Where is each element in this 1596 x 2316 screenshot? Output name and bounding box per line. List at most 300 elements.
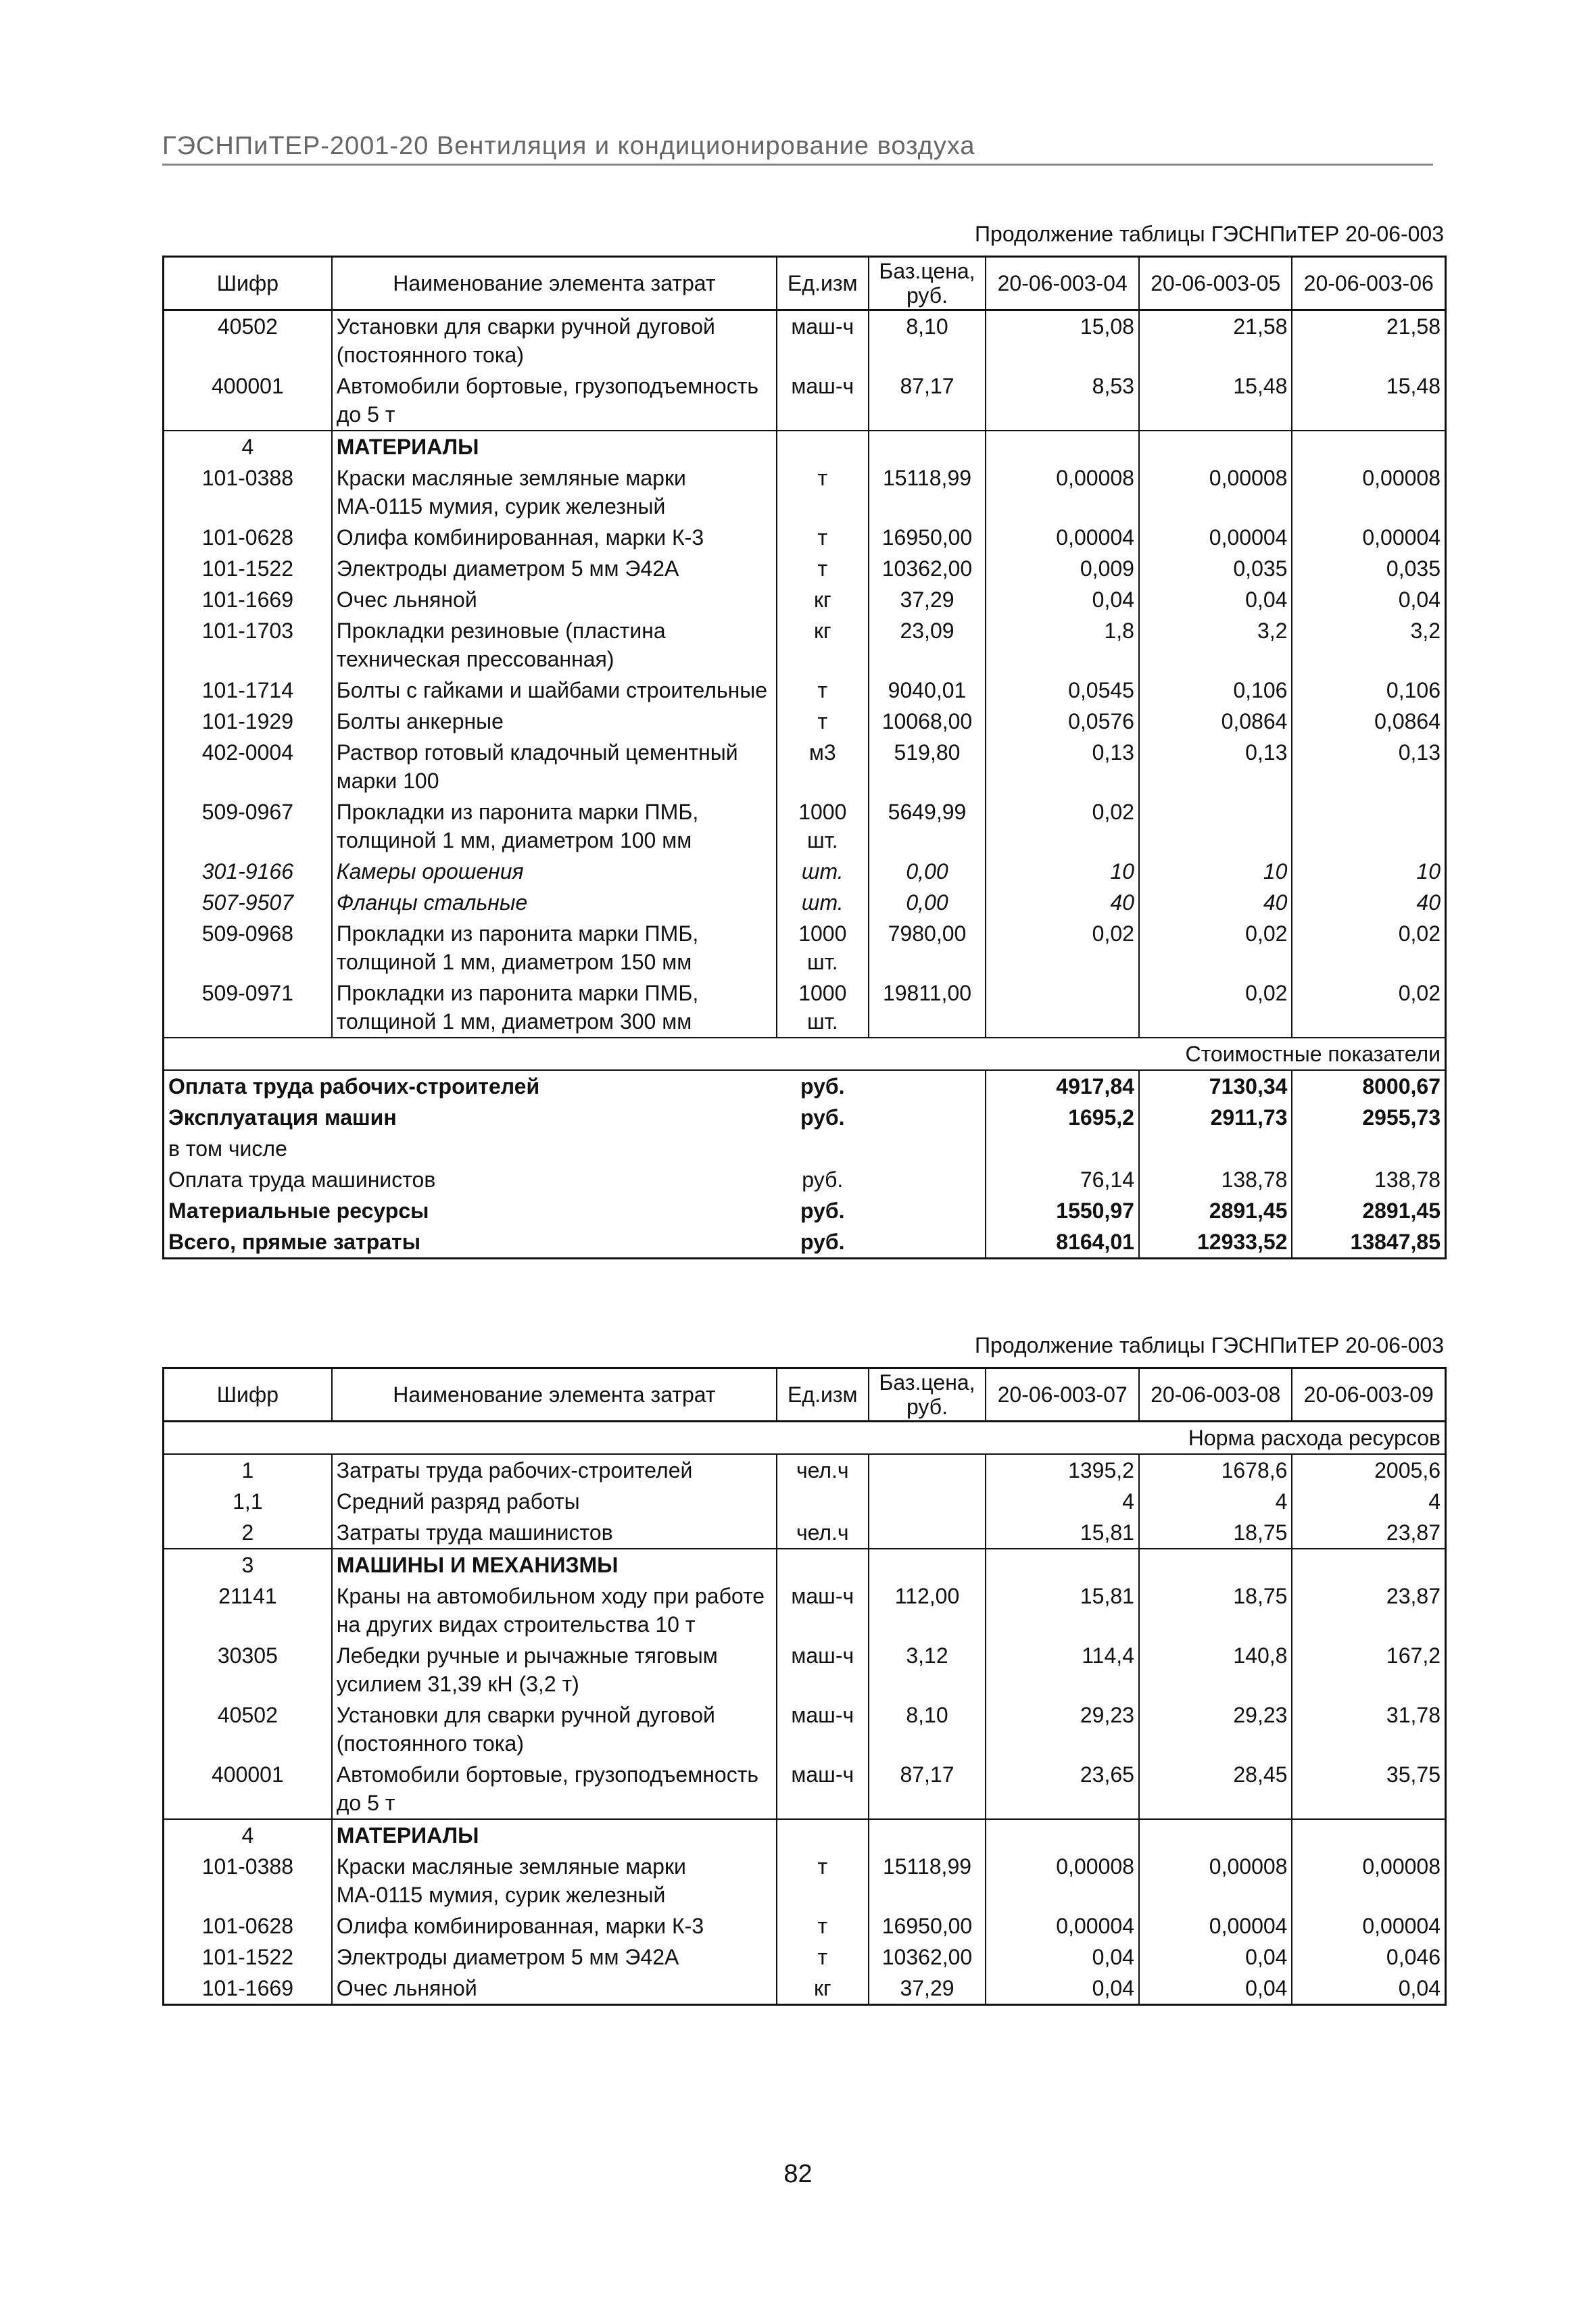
cell-value: 0,04 [1139,1941,1292,1973]
table-row [164,918,1446,978]
cell-name: Затраты труда рабочих-строителей [332,1454,777,1486]
cell-price: 3,12 [869,1640,986,1699]
cell-price: 10068,00 [869,706,986,737]
cell-value: 0,13 [1139,737,1292,796]
cell-value: 167,2 [1292,1640,1445,1699]
cost-value: 2955,73 [1292,1102,1445,1133]
cell-unit: маш-ч [777,1581,869,1640]
cell-value: 1395,2 [986,1454,1139,1486]
cell-value: 0,106 [1139,675,1292,706]
cell-value: 23,65 [986,1759,1139,1819]
cell-price [869,1517,986,1549]
cost-value: 138,78 [1139,1164,1292,1195]
cost-unit: руб. [800,1105,845,1130]
band-row [164,1038,1446,1070]
cell-value: 0,0545 [986,675,1139,706]
cell-name: Прокладки резиновые (пластина техническая прессованная) [332,615,777,675]
table-row [164,706,1446,737]
cell-unit: чел.ч [777,1517,869,1549]
cell-value: 0,04 [1292,584,1445,615]
cell-unit: 1000 шт. [777,796,869,856]
cell-unit: т [777,522,869,553]
cell-unit [777,1486,869,1517]
cell-value: 0,106 [1292,675,1445,706]
cell-name: Краски масляные земляные марки МА-0115 мумия, сурик железный [332,1851,777,1910]
table-header-row [164,257,1446,310]
cell-price: 16950,00 [869,1910,986,1941]
cell-price: 15118,99 [869,1851,986,1910]
cell-code: 1 [164,1454,332,1486]
cell-value: 15,08 [986,310,1139,371]
cost-unit: руб. [800,1199,845,1223]
cost-value: 2891,45 [1139,1195,1292,1226]
band-label: Норма расхода ресурсов [164,1422,1446,1455]
cell-value: 0,02 [1292,978,1445,1038]
cell-value: 3,2 [1292,615,1445,675]
cell-value [1139,796,1292,856]
cell-code: 402-0004 [201,740,293,765]
table-row [164,615,1446,675]
cell-unit: маш-ч [777,370,869,431]
header-unit: Ед.изм [777,1368,869,1422]
cell-value: 0,13 [1292,737,1445,796]
cell-name: МАТЕРИАЛЫ [332,431,777,462]
cost-value: 4917,84 [986,1070,1139,1102]
cell-name: Электроды диаметром 5 мм Э42А [332,553,777,584]
cell-value [1139,1819,1292,1851]
cell-price [869,1549,986,1581]
cell-value: 0,02 [986,918,1139,978]
cell-value: 40 [1139,887,1292,918]
cell-code: 101-0628 [201,525,293,550]
cell-unit: кг [777,615,869,675]
cell-name: Прокладки из паронита марки ПМБ, толщиной 1 мм, диаметром 300 мм [332,978,777,1038]
cell-code: 30305 [217,1643,278,1668]
cell-value: 40 [986,887,1139,918]
cell-value: 114,4 [986,1640,1139,1699]
header-price: Баз.цена, руб. [869,257,986,310]
cell-code: 101-0388 [201,466,293,490]
header-norm-code: 20-06-003-09 [1292,1368,1445,1422]
cell-unit [777,431,869,462]
cell-value [1292,431,1445,462]
table-row [164,887,1446,918]
cell-value: 0,04 [986,1973,1139,2005]
cell-name: Олифа комбинированная, марки К-3 [332,522,777,553]
cell-name: Болты с гайками и шайбами строительные [332,675,777,706]
cost-value: 7130,34 [1139,1070,1292,1102]
table-row [164,1851,1446,1910]
cell-code: 509-0971 [201,981,293,1005]
cost-value [1139,1133,1292,1164]
table-row [164,1454,1446,1486]
cell-name: Краны на автомобильном ходу при работе на других видах строительства 10 т [332,1581,777,1640]
cell-unit: м3 [777,737,869,796]
cell-value: 0,02 [986,796,1139,856]
cost-value: 76,14 [986,1164,1139,1195]
cost-name: Всего, прямые затраты [168,1230,421,1254]
cost-value: 12933,52 [1139,1226,1292,1259]
cell-value: 0,04 [1139,584,1292,615]
cell-value: 21,58 [1139,310,1292,371]
cell-value: 0,00008 [1139,462,1292,522]
header-price: Баз.цена, руб. [869,1368,986,1422]
cell-name: Затраты труда машинистов [332,1517,777,1549]
cell-code: 400001 [211,1762,284,1787]
cell-unit: т [777,462,869,522]
cell-value [986,1819,1139,1851]
header-norm-code: 20-06-003-08 [1139,1368,1292,1422]
cell-value: 0,0576 [986,706,1139,737]
cost-value [986,1133,1139,1164]
cell-value: 18,75 [1139,1517,1292,1549]
cell-value: 0,009 [986,553,1139,584]
cell-name: Установки для сварки ручной дуговой (постоянного тока) [332,1699,777,1759]
cost-price-empty [869,1195,986,1226]
cost-value: 8000,67 [1292,1070,1445,1102]
section-row [164,1819,1446,1851]
cell-price: 16950,00 [869,522,986,553]
cell-value: 0,00004 [1292,1910,1445,1941]
cell-price [869,1486,986,1517]
cell-code: 40502 [217,1703,278,1727]
cost-value: 1550,97 [986,1195,1139,1226]
cell-unit: т [777,1851,869,1910]
cell-code: 21141 [218,1584,277,1608]
cost-row [164,1226,1446,1259]
cell-name: Раствор готовый кладочный цементный марки 100 [332,737,777,796]
cell-unit: т [777,675,869,706]
table-continuation-caption-1: Продолжение таблицы ГЭСНПиТЕР 20-06-003 [975,222,1444,246]
cell-name: МАТЕРИАЛЫ [332,1819,777,1851]
cell-unit: маш-ч [777,1759,869,1819]
cell-value [986,1549,1139,1581]
cell-name: Электроды диаметром 5 мм Э42А [332,1941,777,1973]
table-row [164,978,1446,1038]
cell-value: 0,035 [1139,553,1292,584]
cell-code: 509-0967 [201,800,293,824]
cost-value: 13847,85 [1292,1226,1445,1259]
cell-unit: кг [777,1973,869,2005]
cell-value: 0,00004 [986,522,1139,553]
cell-code: 101-1669 [201,587,293,612]
cell-value: 0,00008 [1292,462,1445,522]
cost-row [164,1070,1446,1102]
cell-price: 7980,00 [869,918,986,978]
table-row [164,1973,1446,2005]
cost-name: Эксплуатация машин [168,1105,397,1130]
table-row [164,462,1446,522]
cell-name: Прокладки из паронита марки ПМБ, толщиной 1 мм, диаметром 100 мм [332,796,777,856]
cell-name: Очес льняной [332,584,777,615]
cell-value: 15,81 [986,1581,1139,1640]
cell-value: 4 [1292,1486,1445,1517]
cell-name: Очес льняной [332,1973,777,2005]
cost-value: 2891,45 [1292,1195,1445,1226]
cost-value [1292,1133,1445,1164]
cell-code: 507-9507 [201,890,293,915]
cell-code: 101-0388 [201,1854,293,1879]
cost-row [164,1195,1446,1226]
header-name: Наименование элемента затрат [332,257,777,310]
cell-price: 8,10 [869,1699,986,1759]
cell-price: 87,17 [869,370,986,431]
cell-unit [777,1549,869,1581]
cell-unit: шт. [777,887,869,918]
cost-row [164,1102,1446,1133]
cell-name: Фланцы стальные [332,887,777,918]
cell-unit: т [777,553,869,584]
cell-value: 1678,6 [1139,1454,1292,1486]
resource-table-2 [162,1367,1447,2006]
cell-price: 10362,00 [869,1941,986,1973]
cell-value: 23,87 [1292,1517,1445,1549]
cost-price-empty [869,1133,986,1164]
cell-name: Установки для сварки ручной дуговой (постоянного тока) [332,310,777,371]
cell-unit: 1000 шт. [777,978,869,1038]
cell-price: 87,17 [869,1759,986,1819]
cell-code: 101-0628 [201,1914,293,1938]
header-norm-code: 20-06-003-07 [986,1368,1139,1422]
cell-name: Краски масляные земляные марки МА-0115 мумия, сурик железный [332,462,777,522]
cell-value: 15,48 [1292,370,1445,431]
cell-price: 37,29 [869,1973,986,2005]
table-row [164,796,1446,856]
cell-unit: чел.ч [777,1454,869,1486]
cell-value [986,431,1139,462]
cost-name: Оплата труда рабочих-строителей [168,1074,540,1099]
cell-value: 0,00008 [986,1851,1139,1910]
cell-value: 0,00004 [1139,522,1292,553]
cell-code: 3 [164,1549,332,1581]
table-row [164,310,1446,371]
cell-unit [777,1819,869,1851]
cell-value: 0,02 [1292,918,1445,978]
cell-code: 101-1669 [201,1976,293,2000]
table-row [164,1699,1446,1759]
band-label: Стоимостные показатели [164,1038,1446,1070]
cell-name: Камеры орошения [332,856,777,887]
cost-price-empty [869,1164,986,1195]
cell-unit: маш-ч [777,1699,869,1759]
cell-value: 10 [1139,856,1292,887]
cost-price-empty [869,1070,986,1102]
cell-name: Автомобили бортовые, грузоподъемность до 5 т [332,370,777,431]
cell-price [869,1819,986,1851]
cell-value: 0,0864 [1139,706,1292,737]
table-row [164,1910,1446,1941]
cell-value: 140,8 [1139,1640,1292,1699]
header-name: Наименование элемента затрат [332,1368,777,1422]
table-row [164,370,1446,431]
cell-value: 0,00004 [1139,1910,1292,1941]
cell-value: 15,48 [1139,370,1292,431]
cost-price-empty [869,1102,986,1133]
cell-price: 112,00 [869,1581,986,1640]
cell-name: Лебедки ручные и рычажные тяговым усилием 31,39 кН (3,2 т) [332,1640,777,1699]
table-row [164,522,1446,553]
cell-unit: т [777,706,869,737]
table-row [164,856,1446,887]
table-row [164,1581,1446,1640]
cell-name: Прокладки из паронита марки ПМБ, толщиной 1 мм, диаметром 150 мм [332,918,777,978]
cell-unit: шт. [777,856,869,887]
cell-code: 4 [164,1819,332,1851]
cost-unit: руб. [800,1230,845,1254]
cell-value: 0,00008 [1292,1851,1445,1910]
section-row [164,431,1446,462]
cell-price: 8,10 [869,310,986,371]
cell-value: 18,75 [1139,1581,1292,1640]
cell-name: Автомобили бортовые, грузоподъемность до 5 т [332,1759,777,1819]
cell-value: 1,8 [986,615,1139,675]
cell-unit: 1000 шт. [777,918,869,978]
table-row [164,1941,1446,1973]
resource-table-1 [162,256,1447,1259]
cell-unit: т [777,1941,869,1973]
cell-code: 101-1714 [201,678,293,702]
cell-value: 0,00004 [986,1910,1139,1941]
cell-price: 15118,99 [869,462,986,522]
table-row [164,584,1446,615]
cell-value: 0,00004 [1292,522,1445,553]
cost-name: в том числе [168,1136,287,1161]
header-code: Шифр [164,257,332,310]
cell-code: 101-1929 [201,709,293,733]
cell-unit: маш-ч [777,310,869,371]
cell-value: 0,02 [1139,918,1292,978]
table-continuation-caption-2: Продолжение таблицы ГЭСНПиТЕР 20-06-003 [975,1333,1444,1357]
running-header: ГЭСНПиТЕР-2001-20 Вентиляция и кондиционирование воздуха [162,132,1433,166]
header-unit: Ед.изм [777,257,869,310]
cell-unit: кг [777,584,869,615]
cell-value: 0,046 [1292,1941,1445,1973]
cell-price [869,1454,986,1486]
cell-value [1139,1549,1292,1581]
cell-code: 101-1522 [201,556,293,581]
cell-value: 23,87 [1292,1581,1445,1640]
cell-value: 29,23 [986,1699,1139,1759]
cell-price [869,431,986,462]
cell-value: 21,58 [1292,310,1445,371]
cell-unit: т [777,1910,869,1941]
band-row [164,1422,1446,1455]
cell-value: 0,13 [986,737,1139,796]
cost-value: 138,78 [1292,1164,1445,1195]
cell-value: 0,04 [1139,1973,1292,2005]
cell-value: 3,2 [1139,615,1292,675]
header-norm-code: 20-06-003-04 [986,257,1139,310]
cell-value: 2005,6 [1292,1454,1445,1486]
cost-row [164,1133,1446,1164]
cost-unit [777,1133,869,1164]
cost-price-empty [869,1226,986,1259]
cell-unit: маш-ч [777,1640,869,1699]
table-row [164,553,1446,584]
cost-name: Оплата труда машинистов [168,1167,436,1192]
cost-value: 1695,2 [986,1102,1139,1133]
table-row [164,1759,1446,1819]
cell-code: 40502 [217,314,278,339]
cell-value: 4 [1139,1486,1292,1517]
table-row [164,1640,1446,1699]
cell-value: 0,04 [986,1941,1139,1973]
cell-value [986,978,1139,1038]
table-header-row [164,1368,1446,1422]
cell-value: 29,23 [1139,1699,1292,1759]
cell-price: 19811,00 [869,978,986,1038]
cell-value: 0,02 [1139,978,1292,1038]
page-number: 82 [783,2160,813,2188]
cell-value [1292,1549,1445,1581]
cell-code: 301-9166 [201,859,293,884]
cell-value: 8,53 [986,370,1139,431]
section-row [164,1549,1446,1581]
cell-price: 5649,99 [869,796,986,856]
cell-code: 2 [241,1520,254,1545]
cell-value [1139,431,1292,462]
cell-code: 400001 [211,374,284,398]
cell-name: МАШИНЫ И МЕХАНИЗМЫ [332,1549,777,1581]
cost-value: 8164,01 [986,1226,1139,1259]
cell-price: 37,29 [869,584,986,615]
cell-name: Олифа комбинированная, марки К-3 [332,1910,777,1941]
cell-value: 28,45 [1139,1759,1292,1819]
table-row [164,1517,1446,1549]
table-row [164,1486,1446,1517]
cell-name: Болты анкерные [332,706,777,737]
header-norm-code: 20-06-003-06 [1292,257,1445,310]
cell-value: 4 [986,1486,1139,1517]
cell-value: 15,81 [986,1517,1139,1549]
cell-value: 0,04 [1292,1973,1445,2005]
cell-value [1292,1819,1445,1851]
cost-name: Материальные ресурсы [168,1199,429,1223]
cell-value: 40 [1292,887,1445,918]
cell-value: 31,78 [1292,1699,1445,1759]
cell-price: 9040,01 [869,675,986,706]
cell-value: 0,00008 [1139,1851,1292,1910]
cell-code: 101-1522 [201,1945,293,1969]
cell-price: 519,80 [869,737,986,796]
header-code: Шифр [164,1368,332,1422]
cost-row [164,1164,1446,1195]
cell-value: 35,75 [1292,1759,1445,1819]
cell-value: 10 [986,856,1139,887]
cell-value: 0,0864 [1292,706,1445,737]
cell-code: 509-0968 [201,921,293,946]
cell-value: 0,00008 [986,462,1139,522]
cost-unit: руб. [802,1167,844,1192]
cell-price: 0,00 [869,887,986,918]
cell-code: 101-1703 [201,619,293,643]
cell-value: 0,035 [1292,553,1445,584]
table-row [164,675,1446,706]
table-row [164,737,1446,796]
cell-value: 10 [1292,856,1445,887]
cell-price: 23,09 [869,615,986,675]
cell-price: 10362,00 [869,553,986,584]
cell-code: 4 [164,431,332,462]
cell-name: Средний разряд работы [332,1486,777,1517]
header-norm-code: 20-06-003-05 [1139,257,1292,310]
cell-code: 1,1 [233,1489,263,1514]
cell-value [1292,796,1445,856]
cost-value: 2911,73 [1139,1102,1292,1133]
cell-price: 0,00 [869,856,986,887]
cost-unit: руб. [800,1074,845,1099]
cell-value: 0,04 [986,584,1139,615]
